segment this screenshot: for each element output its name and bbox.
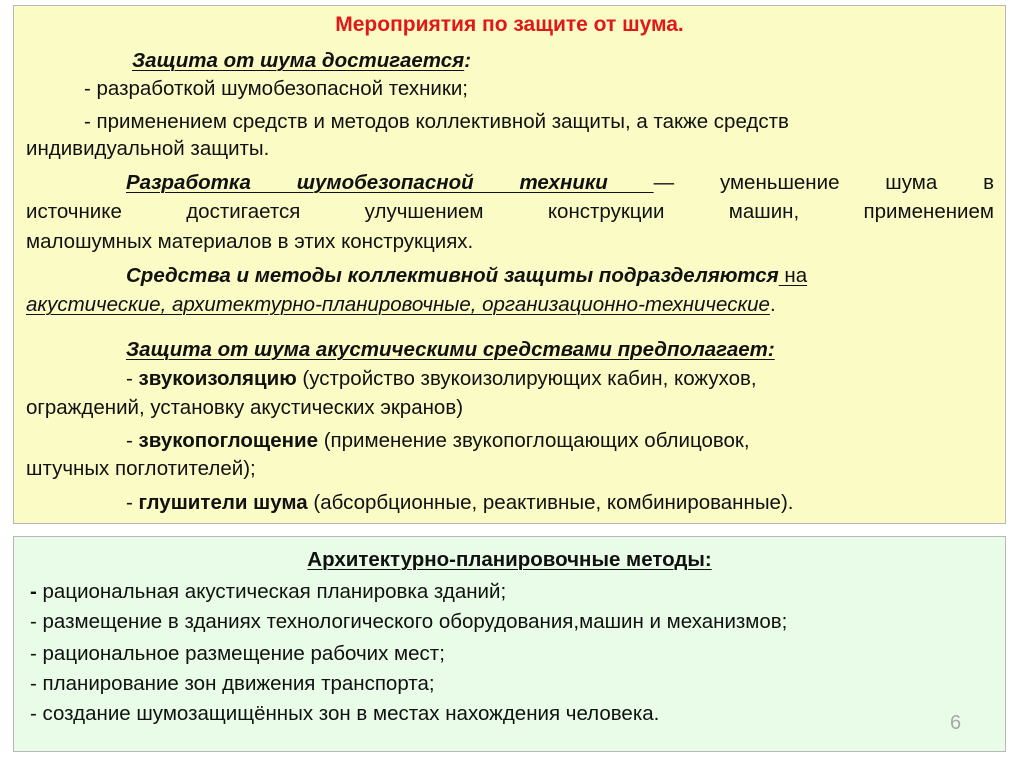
architectural-heading-text: Архитектурно-планировочные методы: (307, 548, 712, 571)
intro-heading-line (132, 48, 471, 74)
slide-title: Мероприятия по защите от шума. (335, 13, 684, 36)
architectural-item-4 (30, 671, 435, 697)
dev-line-2: источнике достигается улучшением конструкции машин, применением (26, 200, 994, 223)
architectural-heading (14, 547, 1005, 573)
collective-types: акустические, архитектурно-планировочные, организационно-технические (26, 293, 770, 316)
architectural-item-1-text: рациональная акустическая планировка зданий; (42, 580, 507, 603)
acoustic-item-1-cont: ограждений, установку акустических экранов) (26, 396, 464, 419)
intro-item-2-cont: индивидуальной защиты. (26, 137, 270, 160)
acoustic-item-3-dash: - (126, 491, 139, 514)
architectural-item-1-bullet: - (30, 580, 43, 603)
architectural-item-2-bullet: - (30, 610, 43, 633)
intro-heading: Защита от шума достигается (132, 49, 465, 72)
dev-dash: — уменьшение шума в (653, 171, 994, 194)
page-number: 6 (950, 712, 962, 734)
intro-item-2: - применением средств и методов коллективной защиты, а также средств (84, 110, 789, 133)
acoustic-item-3 (126, 490, 793, 516)
acoustic-item-1-dash: - (126, 367, 139, 390)
acoustic-heading (126, 337, 775, 363)
dev-line-3: малошумных материалов в этих конструкциях. (26, 230, 474, 253)
collective-line-2 (26, 292, 776, 318)
architectural-item-5-bullet: - (30, 702, 43, 725)
measures-panel (13, 5, 1006, 524)
architectural-item-2-text: размещение в зданиях технологического оборудования,машин и механизмов; (42, 610, 788, 633)
architectural-methods-panel (13, 536, 1006, 752)
architectural-item-4-bullet: - (30, 672, 43, 695)
acoustic-item-2-term: звукопоглощение (138, 429, 319, 452)
acoustic-item-3-term: глушители шума (138, 491, 308, 514)
dev-line-1 (126, 170, 994, 196)
collective-na: на (778, 264, 808, 287)
dev-heading: Разработка шумобезопасной техники (126, 171, 654, 194)
architectural-item-3-bullet: - (30, 642, 43, 665)
architectural-item-3 (30, 641, 445, 667)
architectural-item-1 (30, 579, 506, 605)
acoustic-item-1 (126, 366, 757, 392)
acoustic-item-1-term: звукоизоляцию (138, 367, 297, 390)
acoustic-item-2-dash: - (126, 429, 139, 452)
acoustic-item-2-cont: штучных поглотителей); (26, 457, 256, 480)
collective-end: . (769, 293, 776, 316)
acoustic-item-2 (126, 428, 750, 454)
intro-colon: : (464, 49, 472, 72)
collective-line-1 (126, 263, 807, 289)
architectural-item-5-text: создание шумозащищённых зон в местах нахождения человека. (42, 702, 660, 725)
intro-item-1: - разработкой шумобезопасной техники; (84, 77, 468, 100)
architectural-item-5 (30, 701, 659, 727)
acoustic-heading-text: Защита от шума акустическими средствами предполагает: (126, 338, 775, 361)
acoustic-item-1-rest: (устройство звукоизолирующих кабин, кожухов, (296, 367, 757, 390)
architectural-item-3-text: рациональное размещение рабочих мест; (42, 642, 445, 665)
acoustic-item-2-rest: (применение звукопоглощающих облицовок, (318, 429, 750, 452)
collective-heading: Средства и методы коллективной защиты подразделяются (126, 264, 779, 287)
architectural-item-2 (30, 609, 787, 635)
acoustic-item-3-rest: (абсорбционные, реактивные, комбинированные). (307, 491, 794, 514)
architectural-item-4-text: планирование зон движения транспорта; (42, 672, 435, 695)
